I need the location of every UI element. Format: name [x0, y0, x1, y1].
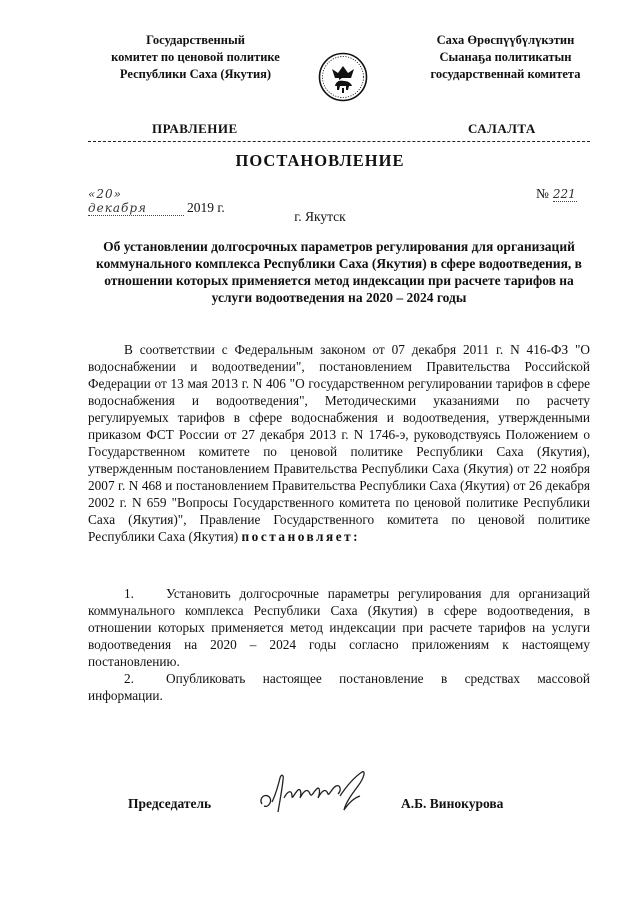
list-item [88, 670, 590, 704]
item-number: 2. [124, 671, 134, 686]
issuer-name-russian [88, 32, 303, 83]
handwritten-date: «20» декабря [88, 187, 184, 216]
item-text: Опубликовать настоящее постановление в средствах массовой информации. [88, 671, 590, 703]
resolution-items [88, 585, 590, 704]
issuer-line: Государственный [146, 33, 245, 47]
document-subject: Об установлении долгосрочных параметров регулирования для организаций коммунального комплекса Республики Саха (Якутия) в сфере водоотведения, в отношении которых применяется метод индексации при расчете тарифов на услуги водоотведения на 2020 – 2024 годы [96, 239, 582, 305]
signatory-role: Председатель [128, 796, 212, 811]
signatory-name: А.Б. Винокурова [401, 796, 504, 811]
handwritten-signature [256, 768, 386, 816]
preamble [88, 341, 590, 545]
issuer-name-yakut [398, 32, 613, 83]
board-label-yakut: САЛАЛТА [468, 121, 536, 136]
board-label-russian: ПРАВЛЕНИЕ [152, 121, 238, 136]
handwritten-number: 221 [552, 187, 576, 201]
preamble-paragraph [88, 341, 590, 545]
issuer-line: государственнай комитета [430, 67, 581, 81]
date-year: 2019 г. [187, 200, 225, 215]
preamble-text: В соответствии с Федеральным законом от 07 декабря 2011 г. N 416-ФЗ "О водоснабжении и водоотведении", постановлением Правительства Российской Федерации от 13 мая 2013 г. N 406 "О государственном регулировании тарифов в сфере водоснабжения и водоотведения", Методическими указаниями по расчету регулируемых тарифов в сфере водоснабжения и водоотведения, утвержденными приказом ФСТ России от 27 декабря 2013 г. N 1746-э, руководствуясь Положением о Государственном комитете по ценовой политике Республики Саха (Якутия), утвержденным постановлением Правительства Республики Саха (Якутия) от 22 ноября 2007 г. N 468 и постановлением Правительства Республики Саха (Якутия) от 26 декабря 2002 г. N 659 "Вопросы Государственного комитета по ценовой политике Республики Саха (Якутия)", Правление Государственного комитета по ценовой политике Республики Саха (Якутия) [88, 342, 590, 544]
item-text: Установить долгосрочные параметры регулирования для организаций коммунального комплекса Республики Саха (Якутия) в сфере водоотведения, в отношении которых применяется метод индексации при расчете тарифов на услуги водоотведения на 2020 – 2024 годы согласно приложениям к настоящему постановлению. [88, 586, 590, 669]
document-title: ПОСТАНОВЛЕНИЕ [235, 151, 405, 170]
document-number [536, 186, 577, 202]
issuer-line: комитет по ценовой политике [111, 50, 280, 64]
document-city: г. Якутск [294, 209, 346, 224]
yakutia-coat-of-arms-icon [318, 52, 368, 102]
issuer-line: Республики Саха (Якутия) [119, 67, 272, 81]
list-item [88, 585, 590, 670]
resolve-word: постановляет: [241, 529, 361, 544]
number-sign: № [536, 186, 549, 201]
item-number: 1. [124, 586, 134, 601]
issuer-line: Сыанаҕа политикатын [439, 50, 572, 64]
issuer-line: Саха Өрөспүүбүлүкэтин [436, 33, 575, 47]
header-divider [88, 141, 590, 142]
